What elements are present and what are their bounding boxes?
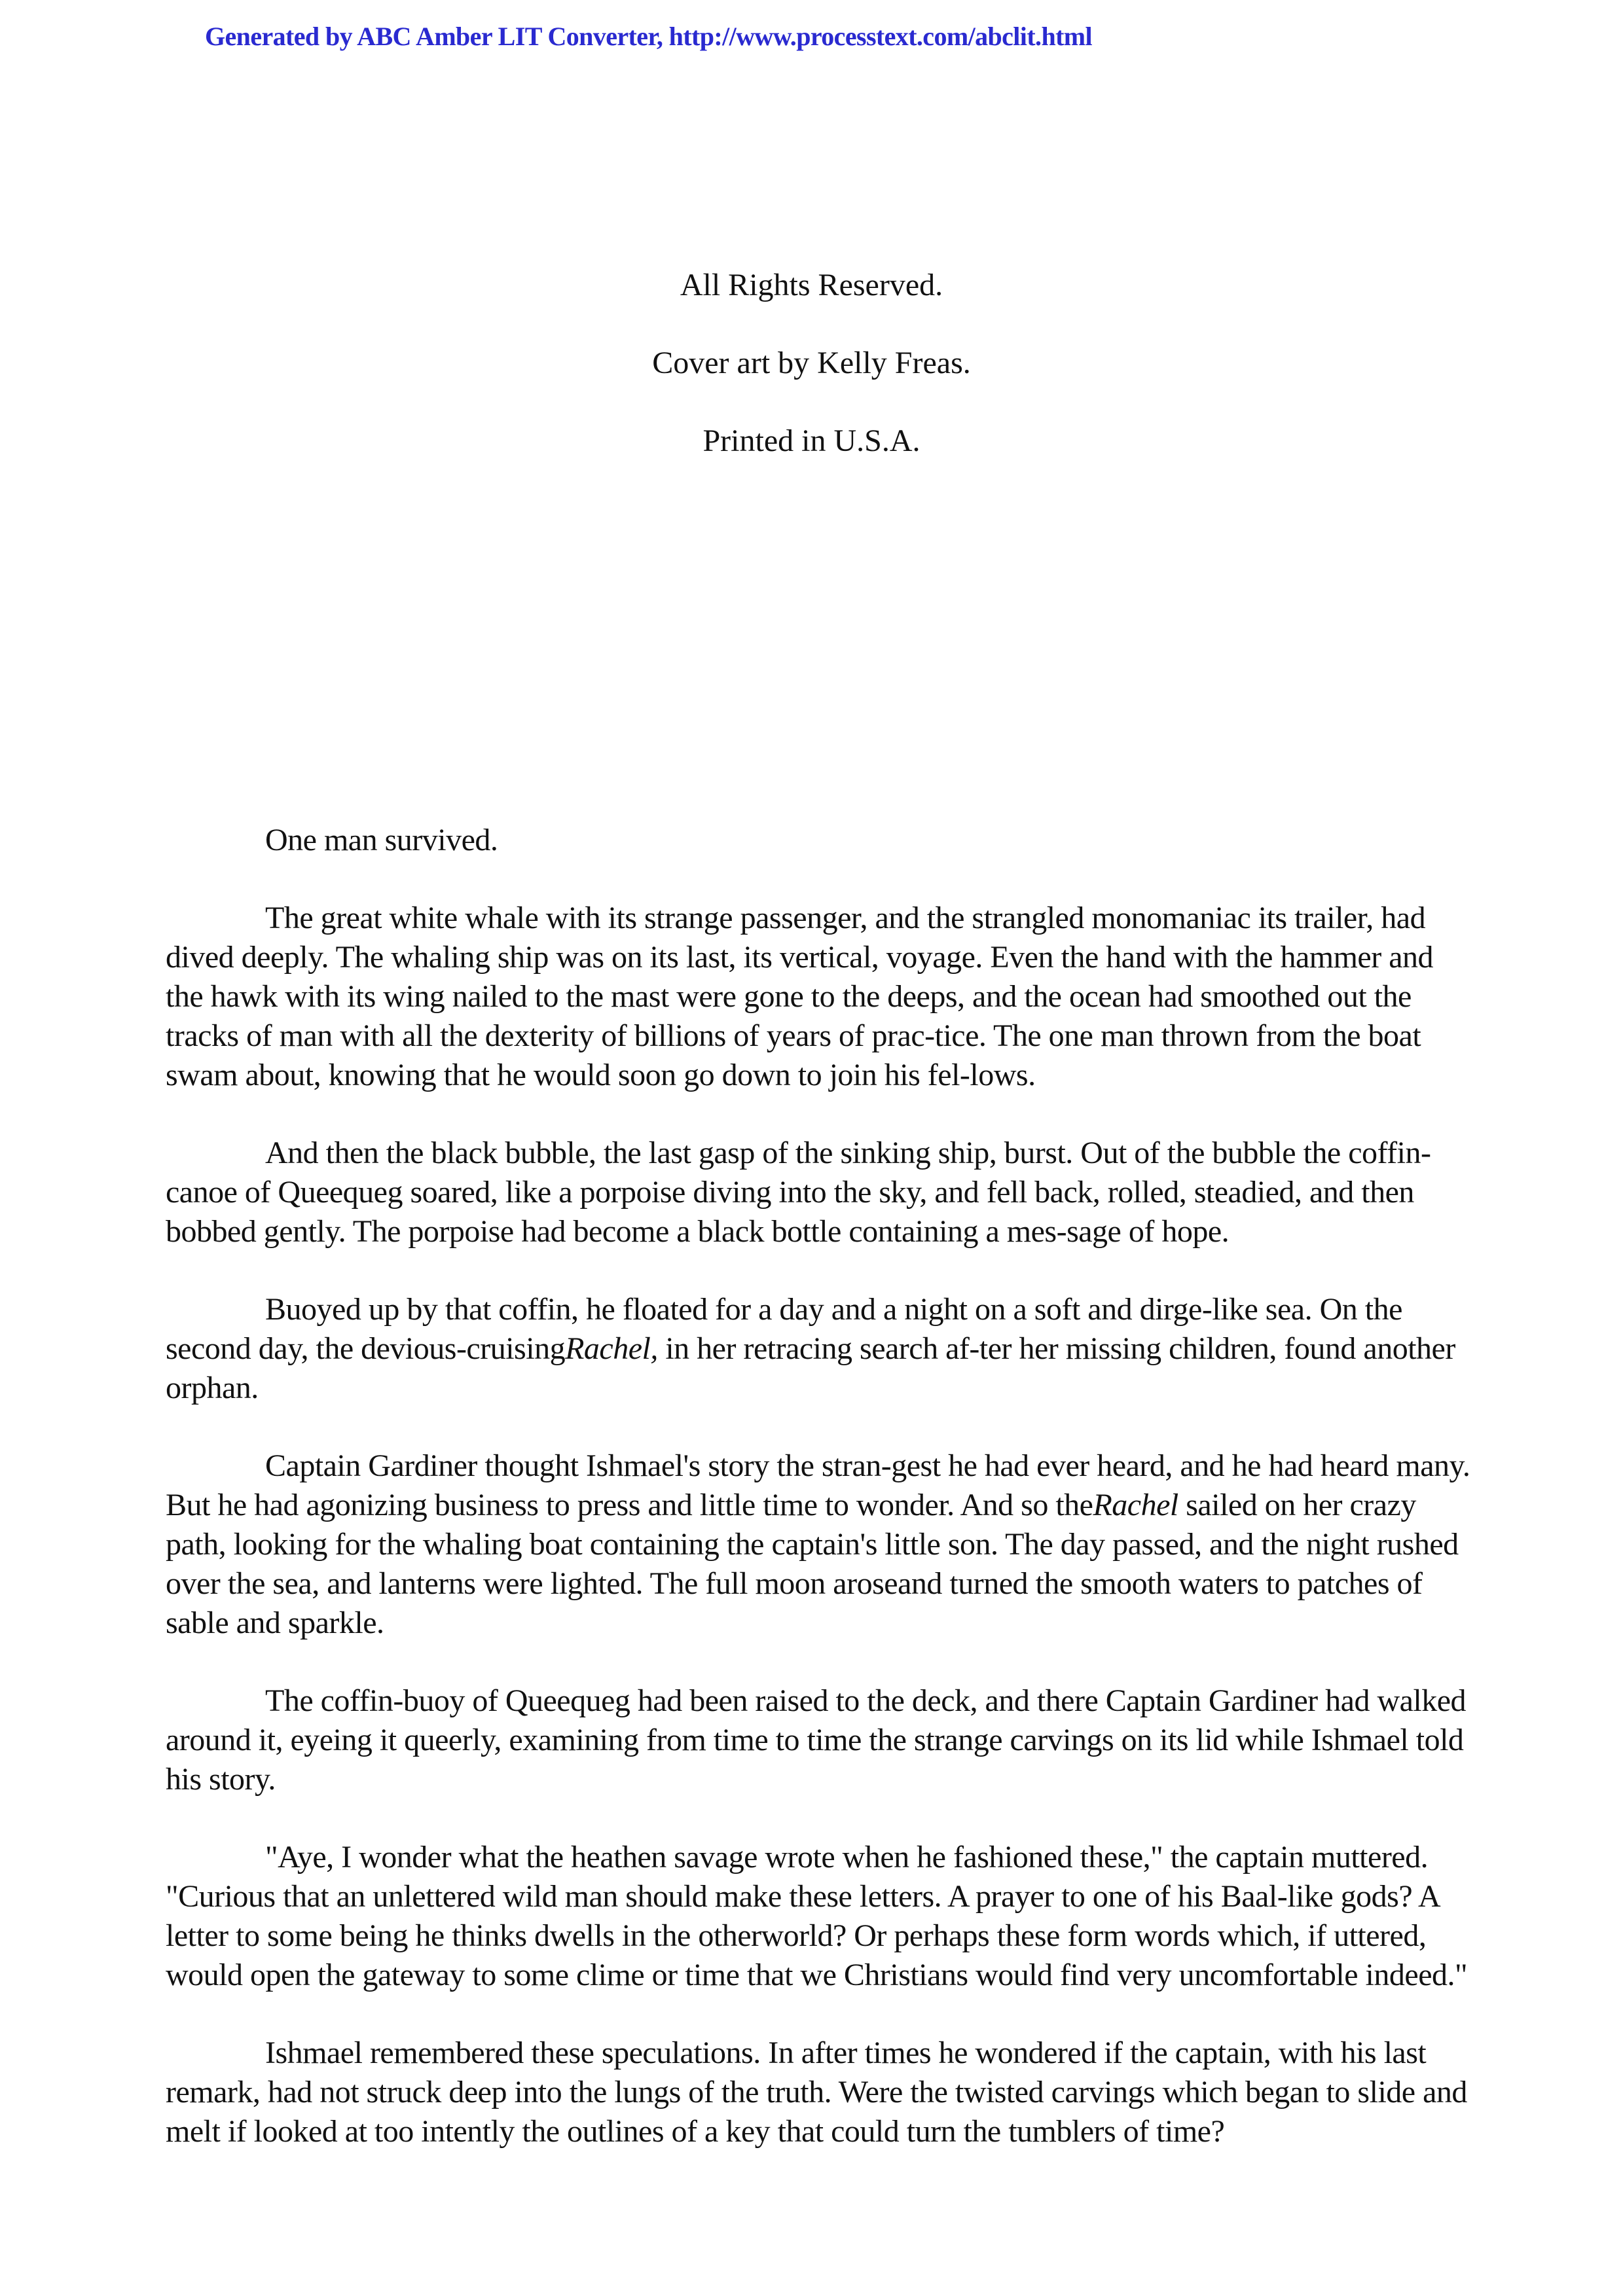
paragraph-1: One man survived. (265, 823, 498, 857)
printed-line: Printed in U.S.A. (702, 423, 921, 458)
paragraph-4-text-a: Buoyed up by that coffin, he floated for a day and a night on a soft and dirge-like sea. On the second day, the devious-cruising (166, 1292, 1402, 1366)
paragraph-5-text-b: sailed on her crazy path, looking for the whaling boat containing the captain's little son. The day passed, and the night rushed over the sea, and lanterns were lighted. The full moon aroseand turned the smooth waters to patches of sable and sparkle. (166, 1488, 1459, 1640)
paragraph-5 (166, 1446, 1475, 1643)
paragraph-3: And then the black bubble, the last gasp of the sinking ship, burst. Out of the bubble the coffin-canoe of Queequeg soared, like a porpoise diving into the sky, and fell back, rolled, steadied, and then bobbed gently. The porpoise had become a black bottle containing a mes-sage of hope. (166, 1136, 1431, 1249)
paragraph-8: Ishmael remembered these speculations. In after times he wondered if the captain, with his last remark, had not struck deep into the lungs of the truth. Were the twisted carvings which began to slide and melt if looked at too intently the outlines of a key that could turn the tumblers of time? (166, 2036, 1467, 2149)
credits-block (0, 266, 1623, 499)
story-text (166, 821, 1475, 2190)
paragraph-6: The coffin-buoy of Queequeg had been raised to the deck, and there Captain Gardiner had walked around it, eyeing it queerly, examining from time to time the strange carvings on its lid while Ishmael told his story. (166, 1683, 1467, 1797)
paragraph-4-text-b: in her retracing search af-ter her missing children, found another orphan. (166, 1331, 1455, 1405)
ship-name-italic: Rachel, (565, 1331, 658, 1366)
paragraph-2: The great white whale with its strange passenger, and the strangled monomaniac its trailer, had dived deeply. The whaling ship was on its last, its vertical, voyage. Even the hand with the hammer and the hawk with its wing nailed to the mast were gone to the deeps, and the ocean had smoothed out the tracks of man with all the dexterity of billions of years of prac-tice. The one man thrown from the boat swam about, knowing that he would soon go down to join his fel-lows. (166, 901, 1434, 1092)
generator-banner: Generated by ABC Amber LIT Converter, http://www.processtext.com/abclit.html (205, 22, 1093, 51)
paragraph-7: "Aye, I wonder what the heathen savage wrote when he fashioned these," the captain muttered. "Curious that an unlettered wild man should make these letters. A prayer to one of his Baal-like gods? A letter to some being he thinks dwells in the otherworld? Or perhaps these form words which, if uttered, would open the gateway to some clime or time that we Christians would find very uncomfortable indeed." (166, 1840, 1468, 1992)
rights-line: All Rights Reserved. (680, 268, 943, 302)
cover-art-line: Cover art by Kelly Freas. (652, 346, 971, 380)
ship-name-italic: Rachel (1093, 1488, 1178, 1522)
paragraph-4 (166, 1290, 1475, 1408)
paragraph-5-text-a: Captain Gardiner thought Ishmael's story the stran-gest he had ever heard, and he had heard many. But he had agonizing business to press and little time to wonder. And so the (166, 1448, 1470, 1522)
